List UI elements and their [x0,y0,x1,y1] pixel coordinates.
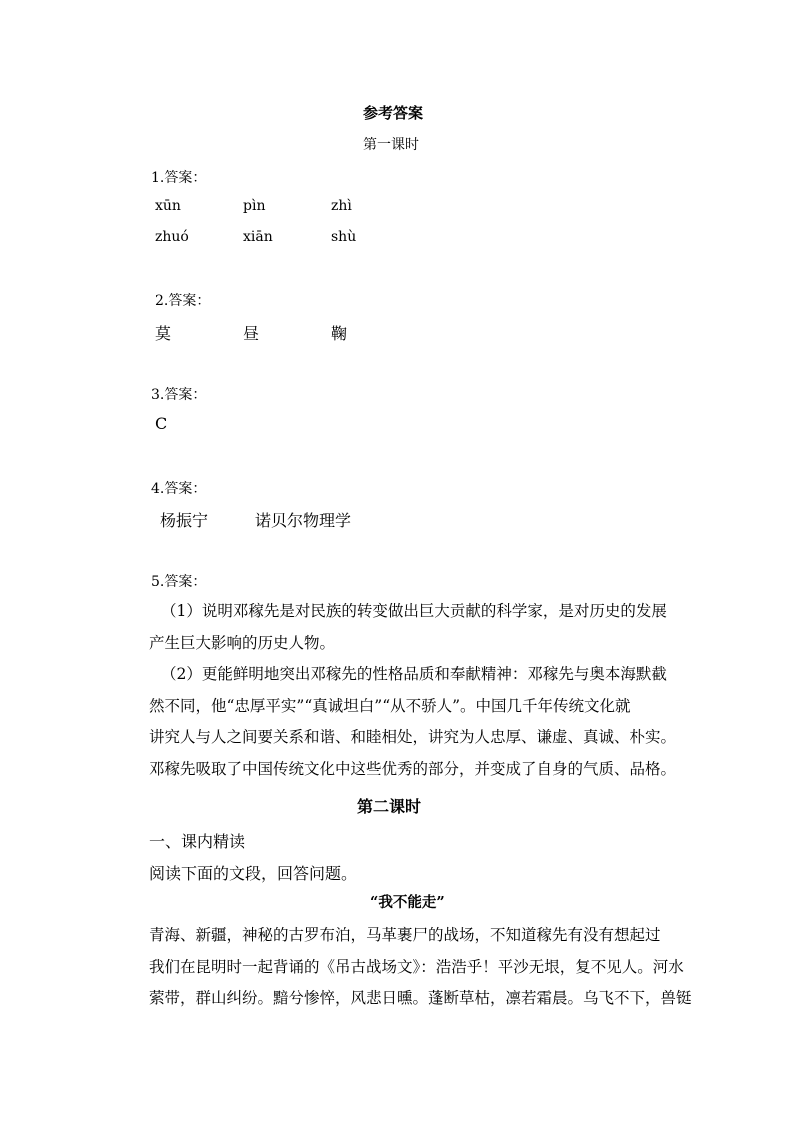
q5-part2-line: 然不同，他“忠厚平实”“真诚坦白”“从不骄人”。中国几千年传统文化就 [149,696,631,715]
q1-pinyin-5: xiān [243,229,273,245]
q5-part1-line: （1）说明邓稼先是对民族的转变做出巨大贡献的科学家，是对历史的发展 [161,602,667,620]
q4-answer-1: 杨振宁 [160,511,209,530]
q1-pinyin-4: zhuó [155,229,189,245]
q3-label: 3.答案： [151,387,207,403]
q1-pinyin-3: zhì [331,198,352,214]
q4-answer-2: 诺贝尔物理学 [255,511,352,530]
q1-pinyin-6: shù [331,229,357,245]
q5-part2-line: 讲究人与人之间要关系和谐、和睦相处，讲究为人忠厚、谦虚、真诚、朴实。 [149,728,677,746]
q1-pinyin-1: xūn [155,198,181,214]
q2-char-3: 鞠 [331,324,348,343]
page-title: 参考答案 [363,104,424,122]
q5-part2 [149,659,709,785]
passage-body [149,920,709,1015]
q1-label: 1.答案： [151,170,207,186]
q2-label: 2.答案： [155,293,211,309]
reading-instruction: 阅读下面的文段，回答问题。 [149,864,358,883]
section-heading: 一、课内精读 [149,832,246,851]
q5-part1-line: 产生巨大影响的历史人物。 [149,633,336,652]
q2-char-2: 昼 [243,324,260,343]
q5-label: 5.答案： [151,574,207,590]
passage-title: “我不能走” [370,894,445,911]
passage-line: 我们在昆明时一起背诵的《吊古战场文》：浩浩乎！平沙无垠，复不见人。河水 [149,957,684,976]
q4-label: 4.答案： [151,481,207,497]
q5-part2-line: 邓稼先吸取了中国传统文化中这些优秀的部分，并变成了自身的气质、品格。 [149,759,677,778]
q3-answer: C [155,414,168,433]
q5-part1 [149,596,709,659]
passage-line: 青海、新疆，神秘的古罗布泊，马革裹尸的战场，不知道稼先有没有想起过 [149,926,661,944]
q1-pinyin-2: pìn [243,198,266,214]
passage-line: 萦带，群山纠纷。黯兮惨悴，风悲日曛。蓬断草枯，凛若霜晨。乌飞不下，兽铤 [149,989,692,1007]
q2-char-1: 莫 [155,324,172,343]
lesson-two-heading: 第二课时 [357,797,422,816]
lesson-one-heading: 第一课时 [363,137,419,153]
q5-part2-line: （2）更能鲜明地突出邓稼先的性格品质和奉献精神：邓稼先与奥本海默截 [161,665,667,683]
